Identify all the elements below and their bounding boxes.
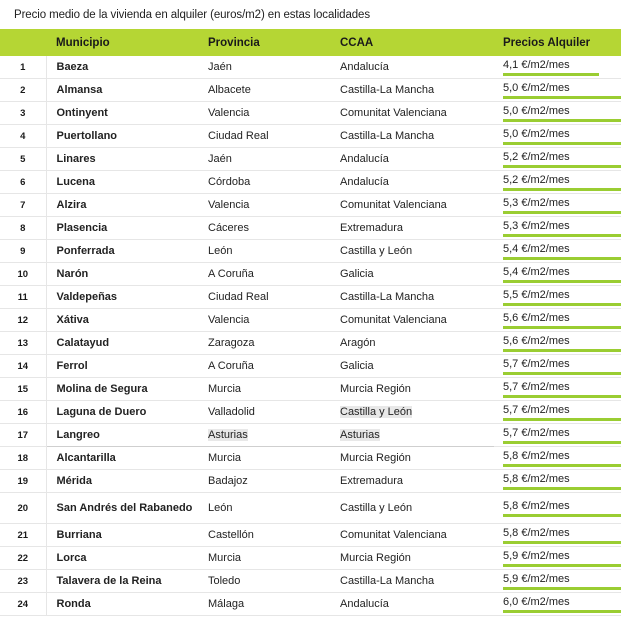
cell-ccaa: Andalucía: [334, 148, 494, 171]
price-bar: [503, 372, 621, 375]
cell-municipio: Lucena: [46, 171, 202, 194]
price-bar-wrapper: [494, 497, 621, 519]
cell-municipio: San Andrés del Rabanedo: [46, 493, 202, 524]
row-index: 17: [0, 424, 46, 447]
row-index: 7: [0, 194, 46, 217]
cell-ccaa: Castilla-La Mancha: [334, 79, 494, 102]
cell-ccaa: Andalucía: [334, 593, 494, 616]
cell-precio: [494, 79, 621, 102]
table-row: [0, 593, 621, 616]
row-index: 22: [0, 547, 46, 570]
cell-precio: [494, 286, 621, 309]
table-row: [0, 447, 621, 470]
price-bar: [503, 418, 621, 421]
price-value: 5,4 €/m2/mes: [503, 266, 570, 278]
price-bar-wrapper: [494, 309, 621, 331]
price-bar-wrapper: [494, 593, 621, 615]
price-bar-wrapper: [494, 378, 621, 400]
price-value: 5,7 €/m2/mes: [503, 381, 570, 393]
cell-precio: [494, 309, 621, 332]
price-bar-wrapper: [494, 547, 621, 569]
price-bar-wrapper: [494, 332, 621, 354]
price-value: 5,6 €/m2/mes: [503, 335, 570, 347]
row-index: 21: [0, 524, 46, 547]
rent-price-table: [0, 29, 621, 616]
price-bar: [503, 211, 621, 214]
cell-provincia: Valencia: [202, 102, 334, 125]
price-bar-wrapper: [494, 447, 621, 469]
price-bar-wrapper: [494, 79, 621, 101]
price-bar: [503, 541, 621, 544]
price-value: 5,8 €/m2/mes: [503, 450, 570, 462]
cell-ccaa: Andalucía: [334, 56, 494, 79]
row-index: 15: [0, 378, 46, 401]
table-row: [0, 79, 621, 102]
cell-provincia: Valencia: [202, 194, 334, 217]
price-bar-wrapper: [494, 424, 621, 446]
price-bar: [503, 234, 621, 237]
row-index: 1: [0, 56, 46, 79]
cell-precio: [494, 240, 621, 263]
cell-precio: [494, 125, 621, 148]
table-row: [0, 263, 621, 286]
cell-precio: [494, 194, 621, 217]
cell-provincia: Murcia: [202, 547, 334, 570]
cell-ccaa: Extremadura: [334, 470, 494, 493]
cell-ccaa: Comunitat Valenciana: [334, 309, 494, 332]
cell-municipio: Valdepeñas: [46, 286, 202, 309]
price-bar: [503, 73, 599, 76]
price-value: 5,6 €/m2/mes: [503, 312, 570, 324]
cell-precio: [494, 148, 621, 171]
cell-provincia: Valladolid: [202, 401, 334, 424]
table-header: [0, 29, 621, 56]
column-header-index: [0, 29, 46, 56]
cell-municipio: Lorca: [46, 547, 202, 570]
cell-ccaa: Murcia Región: [334, 447, 494, 470]
price-bar-wrapper: [494, 470, 621, 492]
column-header-precio: Precios Alquiler: [494, 29, 621, 56]
cell-precio: [494, 332, 621, 355]
table-row: [0, 148, 621, 171]
price-bar-wrapper: [494, 240, 621, 262]
cell-precio: [494, 171, 621, 194]
row-index: 14: [0, 355, 46, 378]
cell-precio: [494, 217, 621, 240]
table-row: [0, 355, 621, 378]
cell-municipio: Plasencia: [46, 217, 202, 240]
cell-municipio: Almansa: [46, 79, 202, 102]
cell-ccaa: Murcia Región: [334, 547, 494, 570]
price-value: 5,7 €/m2/mes: [503, 427, 570, 439]
price-bar: [503, 514, 621, 517]
cell-ccaa: Castilla y León: [334, 493, 494, 524]
price-bar: [503, 165, 621, 168]
cell-municipio: Alcantarilla: [46, 447, 202, 470]
cell-ccaa: Asturias: [334, 424, 494, 447]
cell-ccaa: Castilla y León: [334, 401, 494, 424]
table-row: [0, 547, 621, 570]
cell-municipio: Langreo: [46, 424, 202, 447]
table-body: [0, 56, 621, 616]
cell-provincia: Albacete: [202, 79, 334, 102]
cell-municipio: Calatayud: [46, 332, 202, 355]
price-value: 5,8 €/m2/mes: [503, 500, 570, 512]
cell-precio: [494, 102, 621, 125]
price-value: 5,7 €/m2/mes: [503, 358, 570, 370]
cell-precio: [494, 524, 621, 547]
table-row: [0, 171, 621, 194]
table-row: [0, 332, 621, 355]
column-header-ccaa: CCAA: [334, 29, 494, 56]
row-index: 10: [0, 263, 46, 286]
table-row: [0, 194, 621, 217]
table-header-row: [0, 29, 621, 56]
cell-municipio: Ferrol: [46, 355, 202, 378]
cell-precio: [494, 447, 621, 470]
price-bar: [503, 587, 621, 590]
price-bar-wrapper: [494, 401, 621, 423]
row-index: 8: [0, 217, 46, 240]
price-bar-wrapper: [494, 524, 621, 546]
cell-municipio: Puertollano: [46, 125, 202, 148]
price-value: 5,2 €/m2/mes: [503, 151, 570, 163]
price-bar-wrapper: [494, 570, 621, 592]
cell-municipio: Linares: [46, 148, 202, 171]
price-value: 5,3 €/m2/mes: [503, 220, 570, 232]
cell-municipio: Talavera de la Reina: [46, 570, 202, 593]
column-header-municipio: Municipio: [46, 29, 202, 56]
cell-municipio: Burriana: [46, 524, 202, 547]
cell-precio: [494, 570, 621, 593]
price-bar: [503, 395, 621, 398]
column-header-provincia: Provincia: [202, 29, 334, 56]
cell-municipio: Mérida: [46, 470, 202, 493]
price-value: 5,0 €/m2/mes: [503, 128, 570, 140]
price-value: 5,8 €/m2/mes: [503, 473, 570, 485]
table-row: [0, 286, 621, 309]
table-row: [0, 570, 621, 593]
cell-provincia: Jaén: [202, 56, 334, 79]
table-row: [0, 102, 621, 125]
table-row: [0, 401, 621, 424]
row-index: 6: [0, 171, 46, 194]
price-value: 4,1 €/m2/mes: [503, 59, 570, 71]
cell-provincia: Ciudad Real: [202, 125, 334, 148]
cell-provincia: Murcia: [202, 378, 334, 401]
cell-municipio: Molina de Segura: [46, 378, 202, 401]
cell-precio: [494, 424, 621, 447]
price-value: 5,4 €/m2/mes: [503, 243, 570, 255]
table-row: [0, 56, 621, 79]
cell-precio: [494, 56, 621, 79]
price-bar: [503, 188, 621, 191]
cell-provincia: Málaga: [202, 593, 334, 616]
row-index: 24: [0, 593, 46, 616]
price-value: 5,8 €/m2/mes: [503, 527, 570, 539]
cell-ccaa: Castilla-La Mancha: [334, 286, 494, 309]
table-subtitle: Precio medio de la vivienda en alquiler (euros/m2) en estas localidades: [14, 9, 370, 21]
cell-provincia: Zaragoza: [202, 332, 334, 355]
price-bar: [503, 464, 621, 467]
cell-ccaa: Castilla y León: [334, 240, 494, 263]
table-row: [0, 424, 621, 447]
table-row: [0, 524, 621, 547]
row-index: 4: [0, 125, 46, 148]
row-index: 13: [0, 332, 46, 355]
price-value: 5,0 €/m2/mes: [503, 82, 570, 94]
cell-municipio: Baeza: [46, 56, 202, 79]
price-bar-wrapper: [494, 194, 621, 216]
cell-municipio: Ontinyent: [46, 102, 202, 125]
row-index: 9: [0, 240, 46, 263]
cell-precio: [494, 470, 621, 493]
table-row: [0, 470, 621, 493]
row-index: 23: [0, 570, 46, 593]
cell-provincia: A Coruña: [202, 355, 334, 378]
price-value: 6,0 €/m2/mes: [503, 596, 570, 608]
price-bar-wrapper: [494, 286, 621, 308]
cell-municipio: Xátiva: [46, 309, 202, 332]
cell-precio: [494, 401, 621, 424]
row-index: 2: [0, 79, 46, 102]
table-row: [0, 217, 621, 240]
price-bar: [503, 326, 621, 329]
row-index: 11: [0, 286, 46, 309]
table-row: [0, 309, 621, 332]
cell-municipio: Alzira: [46, 194, 202, 217]
cell-ccaa: Comunitat Valenciana: [334, 102, 494, 125]
cell-precio: [494, 493, 621, 524]
cell-precio: [494, 355, 621, 378]
price-bar: [503, 303, 621, 306]
cell-provincia: Ciudad Real: [202, 286, 334, 309]
cell-ccaa: Comunitat Valenciana: [334, 194, 494, 217]
cell-precio: [494, 547, 621, 570]
cell-provincia: Murcia: [202, 447, 334, 470]
cell-ccaa: Galicia: [334, 355, 494, 378]
table-row: [0, 240, 621, 263]
cell-provincia: Toledo: [202, 570, 334, 593]
cell-ccaa: Aragón: [334, 332, 494, 355]
cell-ccaa: Galicia: [334, 263, 494, 286]
price-bar: [503, 441, 621, 444]
row-index: 18: [0, 447, 46, 470]
cell-ccaa: Comunitat Valenciana: [334, 524, 494, 547]
row-index: 3: [0, 102, 46, 125]
price-bar-wrapper: [494, 171, 621, 193]
cell-provincia: Córdoba: [202, 171, 334, 194]
price-bar: [503, 564, 621, 567]
cell-precio: [494, 593, 621, 616]
price-bar: [503, 280, 621, 283]
cell-provincia: León: [202, 493, 334, 524]
top-strip: [0, 0, 621, 8]
cell-ccaa: Murcia Región: [334, 378, 494, 401]
cell-provincia: A Coruña: [202, 263, 334, 286]
price-bar-wrapper: [494, 217, 621, 239]
price-bar: [503, 96, 621, 99]
table-row: [0, 125, 621, 148]
price-value: 5,7 €/m2/mes: [503, 404, 570, 416]
table-row: [0, 378, 621, 401]
cell-provincia: Cáceres: [202, 217, 334, 240]
price-bar: [503, 119, 621, 122]
cell-provincia: Badajoz: [202, 470, 334, 493]
cell-municipio: Narón: [46, 263, 202, 286]
cell-ccaa: Extremadura: [334, 217, 494, 240]
cell-ccaa: Andalucía: [334, 171, 494, 194]
price-bar-wrapper: [494, 125, 621, 147]
table-row: [0, 493, 621, 524]
cell-precio: [494, 263, 621, 286]
price-bar: [503, 610, 621, 613]
price-value: 5,0 €/m2/mes: [503, 105, 570, 117]
price-bar: [503, 142, 621, 145]
price-bar: [503, 349, 621, 352]
price-bar-wrapper: [494, 263, 621, 285]
cell-provincia: Valencia: [202, 309, 334, 332]
row-index: 19: [0, 470, 46, 493]
price-value: 5,5 €/m2/mes: [503, 289, 570, 301]
cell-ccaa: Castilla-La Mancha: [334, 570, 494, 593]
row-index: 20: [0, 493, 46, 524]
cell-provincia: Castellón: [202, 524, 334, 547]
price-bar: [503, 257, 621, 260]
cell-provincia: Asturias: [202, 424, 334, 447]
cell-municipio: Laguna de Duero: [46, 401, 202, 424]
price-value: 5,9 €/m2/mes: [503, 550, 570, 562]
row-index: 12: [0, 309, 46, 332]
cell-municipio: Ronda: [46, 593, 202, 616]
price-value: 5,3 €/m2/mes: [503, 197, 570, 209]
cell-municipio: Ponferrada: [46, 240, 202, 263]
cell-precio: [494, 378, 621, 401]
price-bar-wrapper: [494, 56, 621, 78]
cell-provincia: Jaén: [202, 148, 334, 171]
price-bar: [503, 487, 621, 490]
price-bar-wrapper: [494, 148, 621, 170]
cell-provincia: León: [202, 240, 334, 263]
price-value: 5,9 €/m2/mes: [503, 573, 570, 585]
cell-ccaa: Castilla-La Mancha: [334, 125, 494, 148]
price-bar-wrapper: [494, 355, 621, 377]
row-index: 5: [0, 148, 46, 171]
price-bar-wrapper: [494, 102, 621, 124]
price-value: 5,2 €/m2/mes: [503, 174, 570, 186]
row-index: 16: [0, 401, 46, 424]
